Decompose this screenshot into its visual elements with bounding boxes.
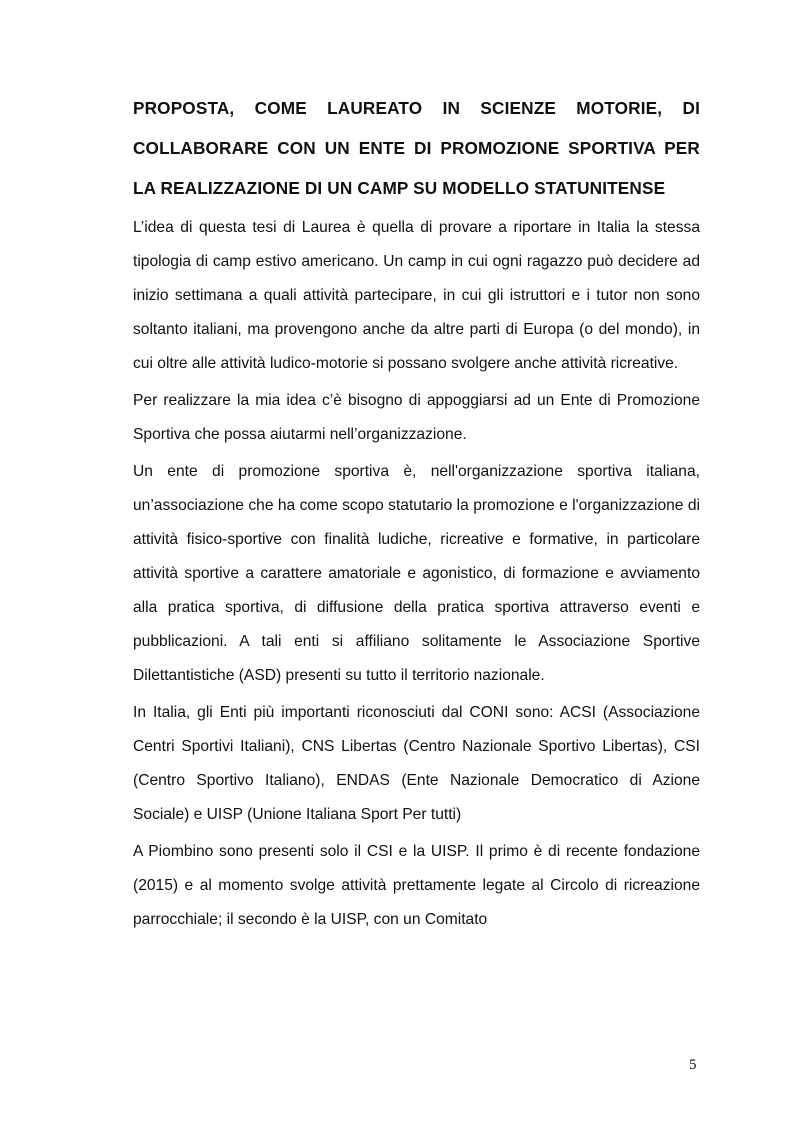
chapter-title-last-line: LA REALIZZAZIONE DI UN CAMP SU MODELLO STATUNITENSE bbox=[133, 178, 666, 198]
page-number: 5 bbox=[689, 1057, 697, 1073]
chapter-title bbox=[133, 88, 700, 208]
paragraph-piombino: A Piombino sono presenti solo il CSI e la UISP. Il primo è di recente fondazione (2015) e al momento svolge attività prettamente legate al Circolo di ricreazione parrocchiale; il secondo è la UISP, con un Comitato bbox=[133, 843, 700, 928]
page-content bbox=[133, 88, 700, 940]
paragraph-intro: L’idea di questa tesi di Laurea è quella di provare a riportare in Italia la stessa tipologia di camp estivo americano. Un camp in cui ogni ragazzo può decidere ad inizio settimana a quali attività partecipare, in cui gli istruttori e i tutor non sono soltanto italiani, ma provengono anche da altre parti di Europa (o del mondo), in cui oltre alle attività ludico-motorie si possano svolgere anche attività ricreative. bbox=[133, 219, 700, 372]
paragraph-enti-list: In Italia, gli Enti più importanti riconosciuti dal CONI sono: ACSI (Associazione Centri Sportivi Italiani), CNS Libertas (Centro Nazionale Sportivo Libertas), CSI (Centro Sportivo Italiano), ENDAS (Ente Nazionale Democratico di Azione Sociale) e UISP (Unione Italiana Sport Per tutti) bbox=[133, 704, 700, 823]
paragraph-ente: Per realizzare la mia idea c’è bisogno di appoggiarsi ad un Ente di Promozione Sportiva che possa aiutarmi nell’organizzazione. bbox=[133, 392, 700, 443]
paragraph-definition: Un ente di promozione sportiva è, nell'organizzazione sportiva italiana, un’associazione che ha come scopo statutario la promozione e l'organizzazione di attività fisico-sportive con finalità ludiche, ricreative e formative, in particolare attività sportive a carattere amatoriale e agonistico, di formazione e avviamento alla pratica sportiva, di diffusione della pratica sportiva attraverso eventi e pubblicazioni. A tali enti si affiliano solitamente le Associazione Sportive Dilettantistiche (ASD) presenti su tutto il territorio nazionale. bbox=[133, 463, 700, 684]
chapter-title-text: PROPOSTA, COME LAUREATO IN SCIENZE MOTORIE, DI COLLABORARE CON UN ENTE DI PROMOZIONE SPORTIVA PER bbox=[133, 98, 700, 158]
